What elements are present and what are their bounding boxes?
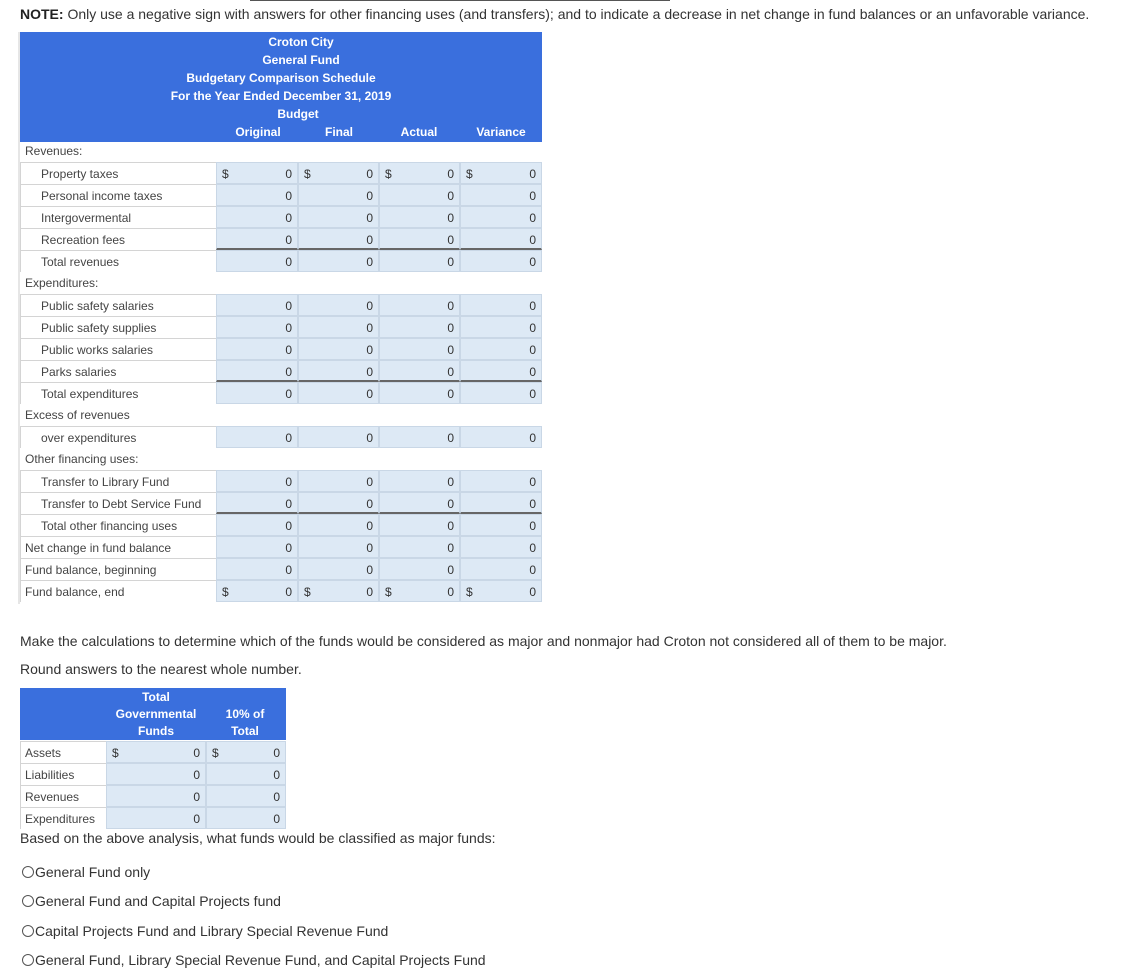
input-total-liabilities[interactable] (106, 763, 206, 785)
row-over-expenditures (20, 426, 542, 448)
cell-value: 0 (529, 541, 536, 555)
input-actual-total-other-financing[interactable] (379, 514, 460, 536)
currency-symbol: $ (304, 167, 311, 181)
cell-value: 0 (366, 431, 373, 445)
cell-value: 0 (529, 255, 536, 269)
input-pct-expenditures[interactable] (206, 807, 286, 829)
cell-value: 0 (285, 299, 292, 313)
input-original-recreation-fees[interactable] (216, 228, 298, 250)
input-original-over-expenditures[interactable] (216, 426, 298, 448)
row-net-change (20, 536, 542, 558)
cell-value: 0 (285, 365, 292, 379)
input-original-public-safety-salaries[interactable] (216, 294, 298, 316)
row-public-works-salaries (20, 338, 542, 360)
input-actual-recreation-fees[interactable] (379, 228, 460, 250)
cell-value: 0 (366, 365, 373, 379)
cell-value: 0 (529, 431, 536, 445)
schedule-title-fund: General Fund (262, 53, 340, 67)
note-text: NOTE: Only use a negative sign with answers for other financing uses (and transfers); and to indicate a decrease in net change in fund balances or an unfavorable variance. (20, 6, 1090, 22)
cell-value: 0 (273, 812, 280, 826)
cell-value: 0 (529, 233, 536, 247)
top-divider (250, 0, 670, 1)
section-label: Revenues: (25, 144, 83, 158)
row-intergovermental (20, 206, 542, 228)
input-actual-public-safety-supplies[interactable] (379, 316, 460, 338)
cell-value: 0 (447, 299, 454, 313)
major-col-pct-line1: 10% of (225, 707, 265, 721)
currency-symbol: $ (222, 167, 229, 181)
input-final-property-taxes[interactable] (298, 162, 379, 184)
budget-group-header: Budget (277, 107, 319, 121)
input-variance-recreation-fees[interactable] (460, 228, 542, 250)
row-label: Transfer to Library Fund (20, 470, 216, 492)
cell-value: 0 (447, 343, 454, 357)
currency-symbol: $ (466, 167, 473, 181)
cell-value: 0 (285, 233, 292, 247)
cell-value: 0 (366, 585, 373, 599)
major-row-assets (20, 741, 286, 763)
input-final-transfer-library[interactable] (298, 470, 379, 492)
input-total-expenditures[interactable] (106, 807, 206, 829)
input-pct-liabilities[interactable] (206, 763, 286, 785)
input-final-public-works-salaries[interactable] (298, 338, 379, 360)
input-final-net-change[interactable] (298, 536, 379, 558)
input-variance-total-expenditures[interactable] (460, 382, 542, 404)
input-actual-total-revenues[interactable] (379, 250, 460, 272)
row-label: Recreation fees (20, 228, 216, 250)
major-row-expenditures (20, 807, 286, 829)
input-original-transfer-library[interactable] (216, 470, 298, 492)
cell-value: 0 (285, 189, 292, 203)
cell-value: 0 (285, 343, 292, 357)
row-label: over expenditures (20, 426, 216, 448)
cell-value: 0 (529, 343, 536, 357)
cell-value: 0 (447, 255, 454, 269)
currency-symbol: $ (385, 167, 392, 181)
input-final-intergovermental[interactable] (298, 206, 379, 228)
cell-value: 0 (193, 746, 200, 760)
cell-value: 0 (529, 585, 536, 599)
input-pct-assets[interactable] (206, 741, 286, 763)
input-original-total-expenditures[interactable] (216, 382, 298, 404)
cell-value: 0 (447, 189, 454, 203)
cell-value: 0 (447, 563, 454, 577)
input-final-fund-balance-end[interactable] (298, 580, 379, 602)
row-label: Fund balance, beginning (20, 558, 216, 580)
cell-value: 0 (285, 255, 292, 269)
input-final-public-safety-supplies[interactable] (298, 316, 379, 338)
option-general-fund-only[interactable]: General Fund only (22, 862, 150, 882)
cell-value: 0 (285, 585, 292, 599)
input-variance-total-revenues[interactable] (460, 250, 542, 272)
row-label: Intergovermental (20, 206, 216, 228)
row-label: Fund balance, end (20, 580, 216, 602)
input-pct-revenues[interactable] (206, 785, 286, 807)
cell-value: 0 (366, 563, 373, 577)
cell-value: 0 (529, 189, 536, 203)
col-header-variance: Variance (476, 125, 526, 139)
cell-value: 0 (285, 541, 292, 555)
schedule-header (20, 32, 542, 142)
currency-symbol: $ (304, 585, 311, 599)
currency-symbol: $ (222, 585, 229, 599)
input-original-intergovermental[interactable] (216, 206, 298, 228)
cell-value: 0 (447, 585, 454, 599)
cell-value: 0 (529, 299, 536, 313)
cell-value: 0 (273, 746, 280, 760)
input-original-parks-salaries[interactable] (216, 360, 298, 382)
input-original-total-revenues[interactable] (216, 250, 298, 272)
row-label: Total revenues (20, 250, 216, 272)
input-variance-over-expenditures[interactable] (460, 426, 542, 448)
input-variance-property-taxes[interactable] (460, 162, 542, 184)
row-label: Parks salaries (20, 360, 216, 382)
cell-value: 0 (366, 343, 373, 357)
cell-value: 0 (529, 563, 536, 577)
input-final-personal-income-taxes[interactable] (298, 184, 379, 206)
option-general-library-capital[interactable]: General Fund, Library Special Revenue Fund, and Capital Projects Fund (22, 950, 486, 970)
cell-value: 0 (366, 189, 373, 203)
input-final-recreation-fees[interactable] (298, 228, 379, 250)
cell-value: 0 (366, 541, 373, 555)
input-variance-net-change[interactable] (460, 536, 542, 558)
major-row-liabilities (20, 763, 286, 785)
section-revenues (20, 140, 542, 162)
cell-value: 0 (447, 387, 454, 401)
cell-value: 0 (529, 387, 536, 401)
major-col-total-line1: Total (142, 690, 170, 704)
row-public-safety-salaries (20, 294, 542, 316)
row-label: Public safety supplies (20, 316, 216, 338)
cell-value: 0 (447, 497, 454, 511)
cell-value: 0 (447, 211, 454, 225)
schedule-title-name: Budgetary Comparison Schedule (186, 71, 376, 85)
cell-value: 0 (285, 167, 292, 181)
cell-value: 0 (447, 431, 454, 445)
row-label: Total expenditures (20, 382, 216, 404)
cell-value: 0 (285, 519, 292, 533)
row-fund-balance-beginning (20, 558, 542, 580)
input-original-total-other-financing[interactable] (216, 514, 298, 536)
major-col-total-line3: Funds (138, 724, 174, 738)
cell-value: 0 (366, 387, 373, 401)
section-label: Expenditures: (25, 276, 99, 290)
cell-value: 0 (285, 497, 292, 511)
section-label: Excess of revenues (25, 408, 130, 422)
input-final-total-other-financing[interactable] (298, 514, 379, 536)
input-variance-public-safety-supplies[interactable] (460, 316, 542, 338)
input-original-fund-balance-beginning[interactable] (216, 558, 298, 580)
col-header-actual: Actual (400, 125, 438, 139)
input-actual-total-expenditures[interactable] (379, 382, 460, 404)
row-label: Transfer to Debt Service Fund (20, 492, 216, 514)
input-actual-personal-income-taxes[interactable] (379, 184, 460, 206)
input-variance-parks-salaries[interactable] (460, 360, 542, 382)
option-capital-and-library[interactable]: Capital Projects Fund and Library Special Revenue Fund (22, 921, 388, 941)
input-total-revenues[interactable] (106, 785, 206, 807)
rounding-note: Round answers to the nearest whole number. (20, 661, 302, 677)
input-actual-fund-balance-beginning[interactable] (379, 558, 460, 580)
cell-value: 0 (366, 211, 373, 225)
input-actual-parks-salaries[interactable] (379, 360, 460, 382)
row-total-revenues (20, 250, 542, 272)
cell-value: 0 (529, 167, 536, 181)
cell-value: 0 (529, 365, 536, 379)
input-final-transfer-debt[interactable] (298, 492, 379, 514)
cell-value: 0 (529, 321, 536, 335)
row-label: Net change in fund balance (20, 536, 216, 558)
major-row-revenues (20, 785, 286, 807)
cell-value: 0 (285, 563, 292, 577)
radio-circle-icon[interactable] (22, 954, 34, 966)
row-total-expenditures (20, 382, 542, 404)
cell-value: 0 (273, 768, 280, 782)
currency-symbol: $ (212, 746, 219, 760)
currency-symbol: $ (385, 585, 392, 599)
radio-circle-icon[interactable] (22, 925, 34, 937)
row-total-other-financing (20, 514, 542, 536)
input-actual-transfer-debt[interactable] (379, 492, 460, 514)
cell-value: 0 (193, 768, 200, 782)
input-variance-intergovermental[interactable] (460, 206, 542, 228)
cell-value: 0 (285, 211, 292, 225)
cell-value: 0 (529, 497, 536, 511)
schedule-title-period: For the Year Ended December 31, 2019 (170, 89, 392, 103)
input-final-fund-balance-beginning[interactable] (298, 558, 379, 580)
input-final-total-expenditures[interactable] (298, 382, 379, 404)
radio-circle-icon[interactable] (22, 895, 34, 907)
cell-value: 0 (285, 321, 292, 335)
major-row-label: Assets (20, 741, 106, 763)
section-excess1 (20, 404, 542, 426)
input-original-transfer-debt[interactable] (216, 492, 298, 514)
cell-value: 0 (366, 255, 373, 269)
row-property-taxes (20, 162, 542, 184)
section-other_financing (20, 448, 542, 470)
input-final-parks-salaries[interactable] (298, 360, 379, 382)
row-label: Property taxes (20, 162, 216, 184)
input-variance-personal-income-taxes[interactable] (460, 184, 542, 206)
cell-value: 0 (285, 387, 292, 401)
cell-value: 0 (193, 790, 200, 804)
cell-value: 0 (366, 167, 373, 181)
cell-value: 0 (285, 431, 292, 445)
row-label: Public safety salaries (20, 294, 216, 316)
row-label: Public works salaries (20, 338, 216, 360)
major-col-total-line2: Governmental (115, 707, 197, 721)
col-header-original: Original (235, 125, 281, 139)
cell-value: 0 (366, 233, 373, 247)
input-variance-public-safety-salaries[interactable] (460, 294, 542, 316)
cell-value: 0 (529, 211, 536, 225)
input-variance-public-works-salaries[interactable] (460, 338, 542, 360)
major-row-label: Revenues (20, 785, 106, 807)
input-final-public-safety-salaries[interactable] (298, 294, 379, 316)
input-actual-public-works-salaries[interactable] (379, 338, 460, 360)
input-actual-over-expenditures[interactable] (379, 426, 460, 448)
input-original-net-change[interactable] (216, 536, 298, 558)
section-expenditures (20, 272, 542, 294)
input-final-total-revenues[interactable] (298, 250, 379, 272)
input-original-public-safety-supplies[interactable] (216, 316, 298, 338)
option-general-and-capital[interactable]: General Fund and Capital Projects fund (22, 891, 281, 911)
major-col-pct-line2: Total (231, 724, 259, 738)
input-original-fund-balance-end[interactable] (216, 580, 298, 602)
radio-circle-icon[interactable] (22, 866, 34, 878)
cell-value: 0 (447, 519, 454, 533)
input-actual-public-safety-salaries[interactable] (379, 294, 460, 316)
row-fund-balance-end (20, 580, 542, 602)
cell-value: 0 (447, 167, 454, 181)
input-actual-net-change[interactable] (379, 536, 460, 558)
col-header-final: Final (324, 125, 353, 139)
section-label: Other financing uses: (25, 452, 139, 466)
cell-value: 0 (447, 365, 454, 379)
major-row-label: Expenditures (20, 807, 106, 829)
cell-value: 0 (285, 475, 292, 489)
cell-value: 0 (366, 299, 373, 313)
cell-value: 0 (193, 812, 200, 826)
cell-value: 0 (366, 475, 373, 489)
input-final-over-expenditures[interactable] (298, 426, 379, 448)
input-total-assets[interactable] (106, 741, 206, 763)
row-personal-income-taxes (20, 184, 542, 206)
schedule-title-city: Croton City (268, 35, 334, 49)
instruction-text: Make the calculations to determine which of the funds would be considered as major and nonmajor had Croton not considered all of them to be major. (20, 633, 947, 649)
cell-value: 0 (447, 541, 454, 555)
cell-value: 0 (366, 497, 373, 511)
input-actual-fund-balance-end[interactable] (379, 580, 460, 602)
row-public-safety-supplies (20, 316, 542, 338)
row-transfer-debt (20, 492, 542, 514)
major-table-header (20, 688, 286, 740)
cell-value: 0 (447, 233, 454, 247)
row-label: Personal income taxes (20, 184, 216, 206)
major-row-label: Liabilities (20, 763, 106, 785)
input-actual-property-taxes[interactable] (379, 162, 460, 184)
input-variance-transfer-library[interactable] (460, 470, 542, 492)
currency-symbol: $ (466, 585, 473, 599)
cell-value: 0 (529, 475, 536, 489)
row-transfer-library (20, 470, 542, 492)
input-original-property-taxes[interactable] (216, 162, 298, 184)
question-text: Based on the above analysis, what funds would be classified as major funds: (20, 830, 496, 846)
input-variance-fund-balance-beginning[interactable] (460, 558, 542, 580)
input-variance-total-other-financing[interactable] (460, 514, 542, 536)
row-parks-salaries (20, 360, 542, 382)
cell-value: 0 (447, 321, 454, 335)
cell-value: 0 (366, 519, 373, 533)
currency-symbol: $ (112, 746, 119, 760)
cell-value: 0 (273, 790, 280, 804)
cell-value: 0 (366, 321, 373, 335)
cell-value: 0 (529, 519, 536, 533)
input-actual-intergovermental[interactable] (379, 206, 460, 228)
input-original-public-works-salaries[interactable] (216, 338, 298, 360)
row-label: Total other financing uses (20, 514, 216, 536)
input-variance-transfer-debt[interactable] (460, 492, 542, 514)
row-recreation-fees (20, 228, 542, 250)
input-actual-transfer-library[interactable] (379, 470, 460, 492)
input-original-personal-income-taxes[interactable] (216, 184, 298, 206)
input-variance-fund-balance-end[interactable] (460, 580, 542, 602)
cell-value: 0 (447, 475, 454, 489)
